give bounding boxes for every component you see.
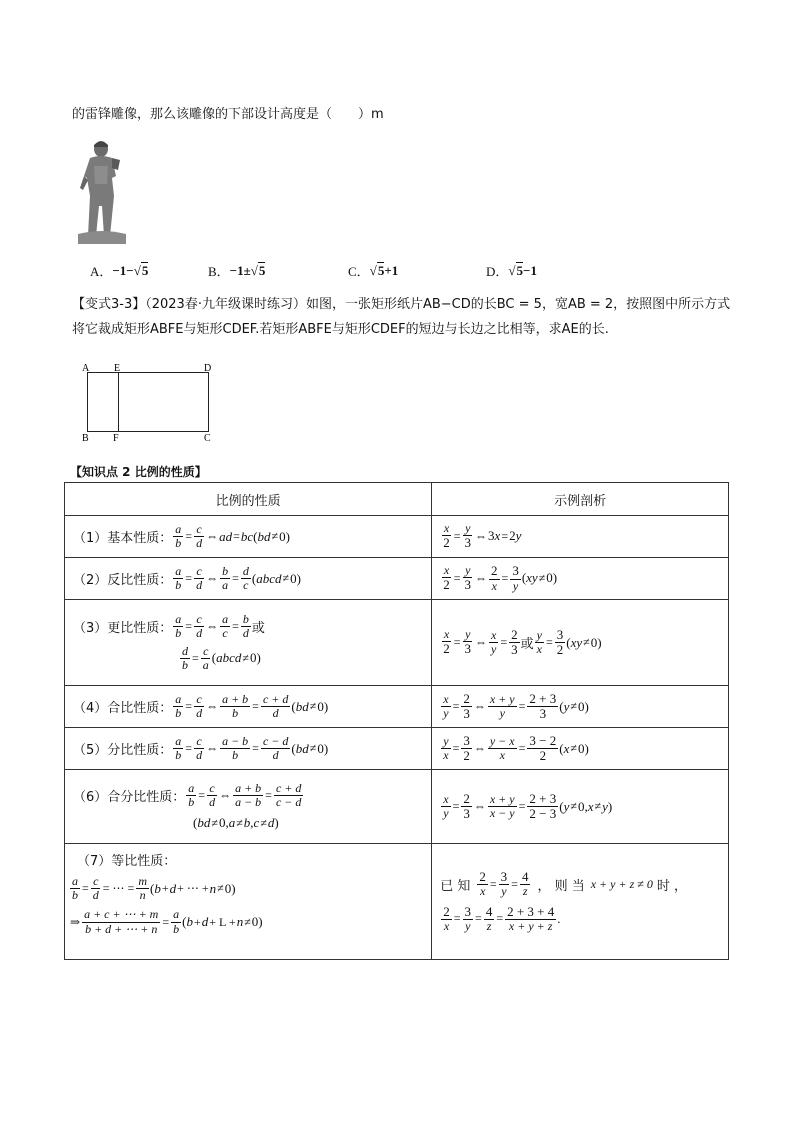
table-row: （3）更比性质： $\frac{a}{b}$ = $\frac{c}{d}$ ⇔ $\frac{a}{c}$ = $\frac{b}{d}$ 或 $\frac{d}{b}$ = $\frac{c}{a}$ ( abcd ≠ 0) $\frac{x}{2}$ = $\frac{y}{3}$ ⇔ $\frac{x}{y}$ = $\frac{2}{3}$ 或 $\frac{y}{x}$ = $\frac{3}{2}$ ( xy ≠ 0): [65, 600, 729, 686]
variant-tag: 【变式3-3】: [72, 297, 146, 312]
label-b: B: [82, 433, 89, 444]
label-c: C: [204, 433, 211, 444]
label-f: F: [113, 433, 119, 444]
option-radicand: 5: [258, 263, 266, 278]
header-left: 比例的性质: [65, 483, 432, 516]
row7-end: 时 ，: [656, 878, 687, 894]
option-prefix: −1−: [112, 262, 134, 278]
table-row: （2）反比性质： $\frac{a}{b}$ = $\frac{c}{d}$ ⇔ $\frac{b}{a}$ = $\frac{d}{c}$ ( abcd ≠ 0) $\frac{x}{2}$ = $\frac{y}{3}$ ⇔ $\frac{2}{x}$ = $\frac{3}{y}$ ( xy ≠ 0): [65, 558, 729, 600]
label-e: E: [114, 363, 121, 374]
row7-condition: x + y + z ≠ 0: [590, 876, 653, 891]
table-row: （5）分比性质： $\frac{a}{b}$ = $\frac{c}{d}$ ⇔ $\frac{a - b}{b}$ = $\frac{c - d}{d}$ ( bd ≠ 0) $\frac{y}{x}$ = $\frac{3}{2}$ ⇔ $\frac{y - x}{x}$ = $\frac{3 - 2}{2}$ ( x ≠ 0): [65, 728, 729, 770]
rectangle-figure: [76, 362, 226, 444]
row-label: （7）等比性质：: [77, 854, 177, 869]
question-text: 的雷锋雕像，那么该雕像的下部设计高度是（ ）m: [72, 107, 384, 122]
option-letter: D．: [486, 264, 509, 279]
label-a: A: [82, 363, 90, 374]
variant-source: （2023春·九年级课时练习）: [145, 297, 306, 312]
row-label: （5）分比性质：: [73, 743, 173, 758]
lei-feng-statue-image: [74, 136, 130, 244]
option-a[interactable]: A． −1− √ 5: [90, 262, 149, 279]
option-radicand: 5: [141, 263, 149, 278]
section-title: 【知识点 2 比例的性质】: [70, 465, 207, 479]
option-suffix: +1: [384, 262, 399, 278]
option-letter: C．: [348, 264, 370, 279]
variant-problem: [72, 292, 732, 342]
option-letter: A．: [90, 264, 113, 279]
table-row: （6）合分比性质： $\frac{a}{b}$ = $\frac{c}{d}$ ⇔ $\frac{a + b}{a - b}$ = $\frac{c + d}{c - d}$ ( bd ≠ 0, a ≠ b , c ≠ d ) $\frac{x}{y}$ = $\frac{2}{3}$ ⇔ $\frac{x + y}{x - y}$ = $\frac{2 + 3}{2 - 3}$ ( y ≠ 0, x ≠ y ): [65, 770, 729, 844]
table-row: （4）合比性质： $\frac{a}{b}$ = $\frac{c}{d}$ ⇔ $\frac{a + b}{b}$ = $\frac{c + d}{d}$ ( bd ≠ 0) $\frac{x}{y}$ = $\frac{2}{3}$ ⇔ $\frac{x + y}{y}$ = $\frac{2 + 3}{3}$ ( y ≠ 0): [65, 686, 729, 728]
option-letter: B．: [208, 264, 230, 279]
row7-prefix: 已 知: [440, 878, 471, 894]
row-label: （6）合分比性质：: [73, 790, 186, 805]
option-d[interactable]: D． √ 5 −1: [486, 262, 537, 279]
proportion-properties-table: [64, 482, 729, 960]
or-word: 或: [520, 637, 534, 652]
option-suffix: −1: [523, 262, 537, 278]
row-label: （3）更比性质：: [73, 621, 173, 637]
option-c[interactable]: C． √ 5 +1: [348, 262, 399, 279]
table-header-row: [65, 483, 729, 516]
variant-text: 如图，一张矩形纸片AB−CD的长BC = 5，宽AB = 2，按照图中所示方式将它裁成矩形ABFE与矩形CDEF.若矩形ABFE与矩形CDEF的短边与长边之比相等，求AE的长.: [72, 297, 731, 337]
table-row: （1）基本性质： $\frac{a}{b}$ = $\frac{c}{d}$ ⇔ ad = bc ( bd ≠ 0) $\frac{x}{2}$ = $\frac{y}{3}$ ⇔ 3 x = 2 y: [65, 516, 729, 558]
option-radicand: 5: [377, 263, 385, 278]
row7-mid: ， 则 当: [537, 878, 585, 894]
table-row: （7）等比性质： $\frac{a}{b}$ = $\frac{c}{d}$ = ⋯ = $\frac{m}{n}$ ( b + d + ⋯ + n ≠ 0) ⇒ $\frac{a + c + \cdots + m}{b + d + \cdots + n}$ = $\frac{a}{b}$ ( b + d + L + n ≠ 0) 已 知 $\frac{2}{x}$ = $\frac{3}{y}$ = $\frac{4}{z}$ ， 则 当 x + y + z ≠ 0 时 ， $\frac{2}{x}$ = $\frac{3}{y}$ = $\frac{4}{z}$ = $\frac{2 + 3 + 4}{x + y + z}$ .: [65, 844, 729, 960]
or-word: 或: [251, 621, 265, 637]
option-radicand: 5: [516, 263, 524, 278]
option-prefix: −1±: [229, 262, 251, 278]
label-d: D: [204, 363, 212, 374]
row-label: （2）反比性质：: [73, 573, 173, 588]
row-label: （4）合比性质：: [73, 701, 173, 716]
header-right: 示例剖析: [432, 483, 729, 516]
option-b[interactable]: B． −1± √ 5: [208, 262, 266, 279]
row-label: （1）基本性质：: [73, 531, 173, 546]
